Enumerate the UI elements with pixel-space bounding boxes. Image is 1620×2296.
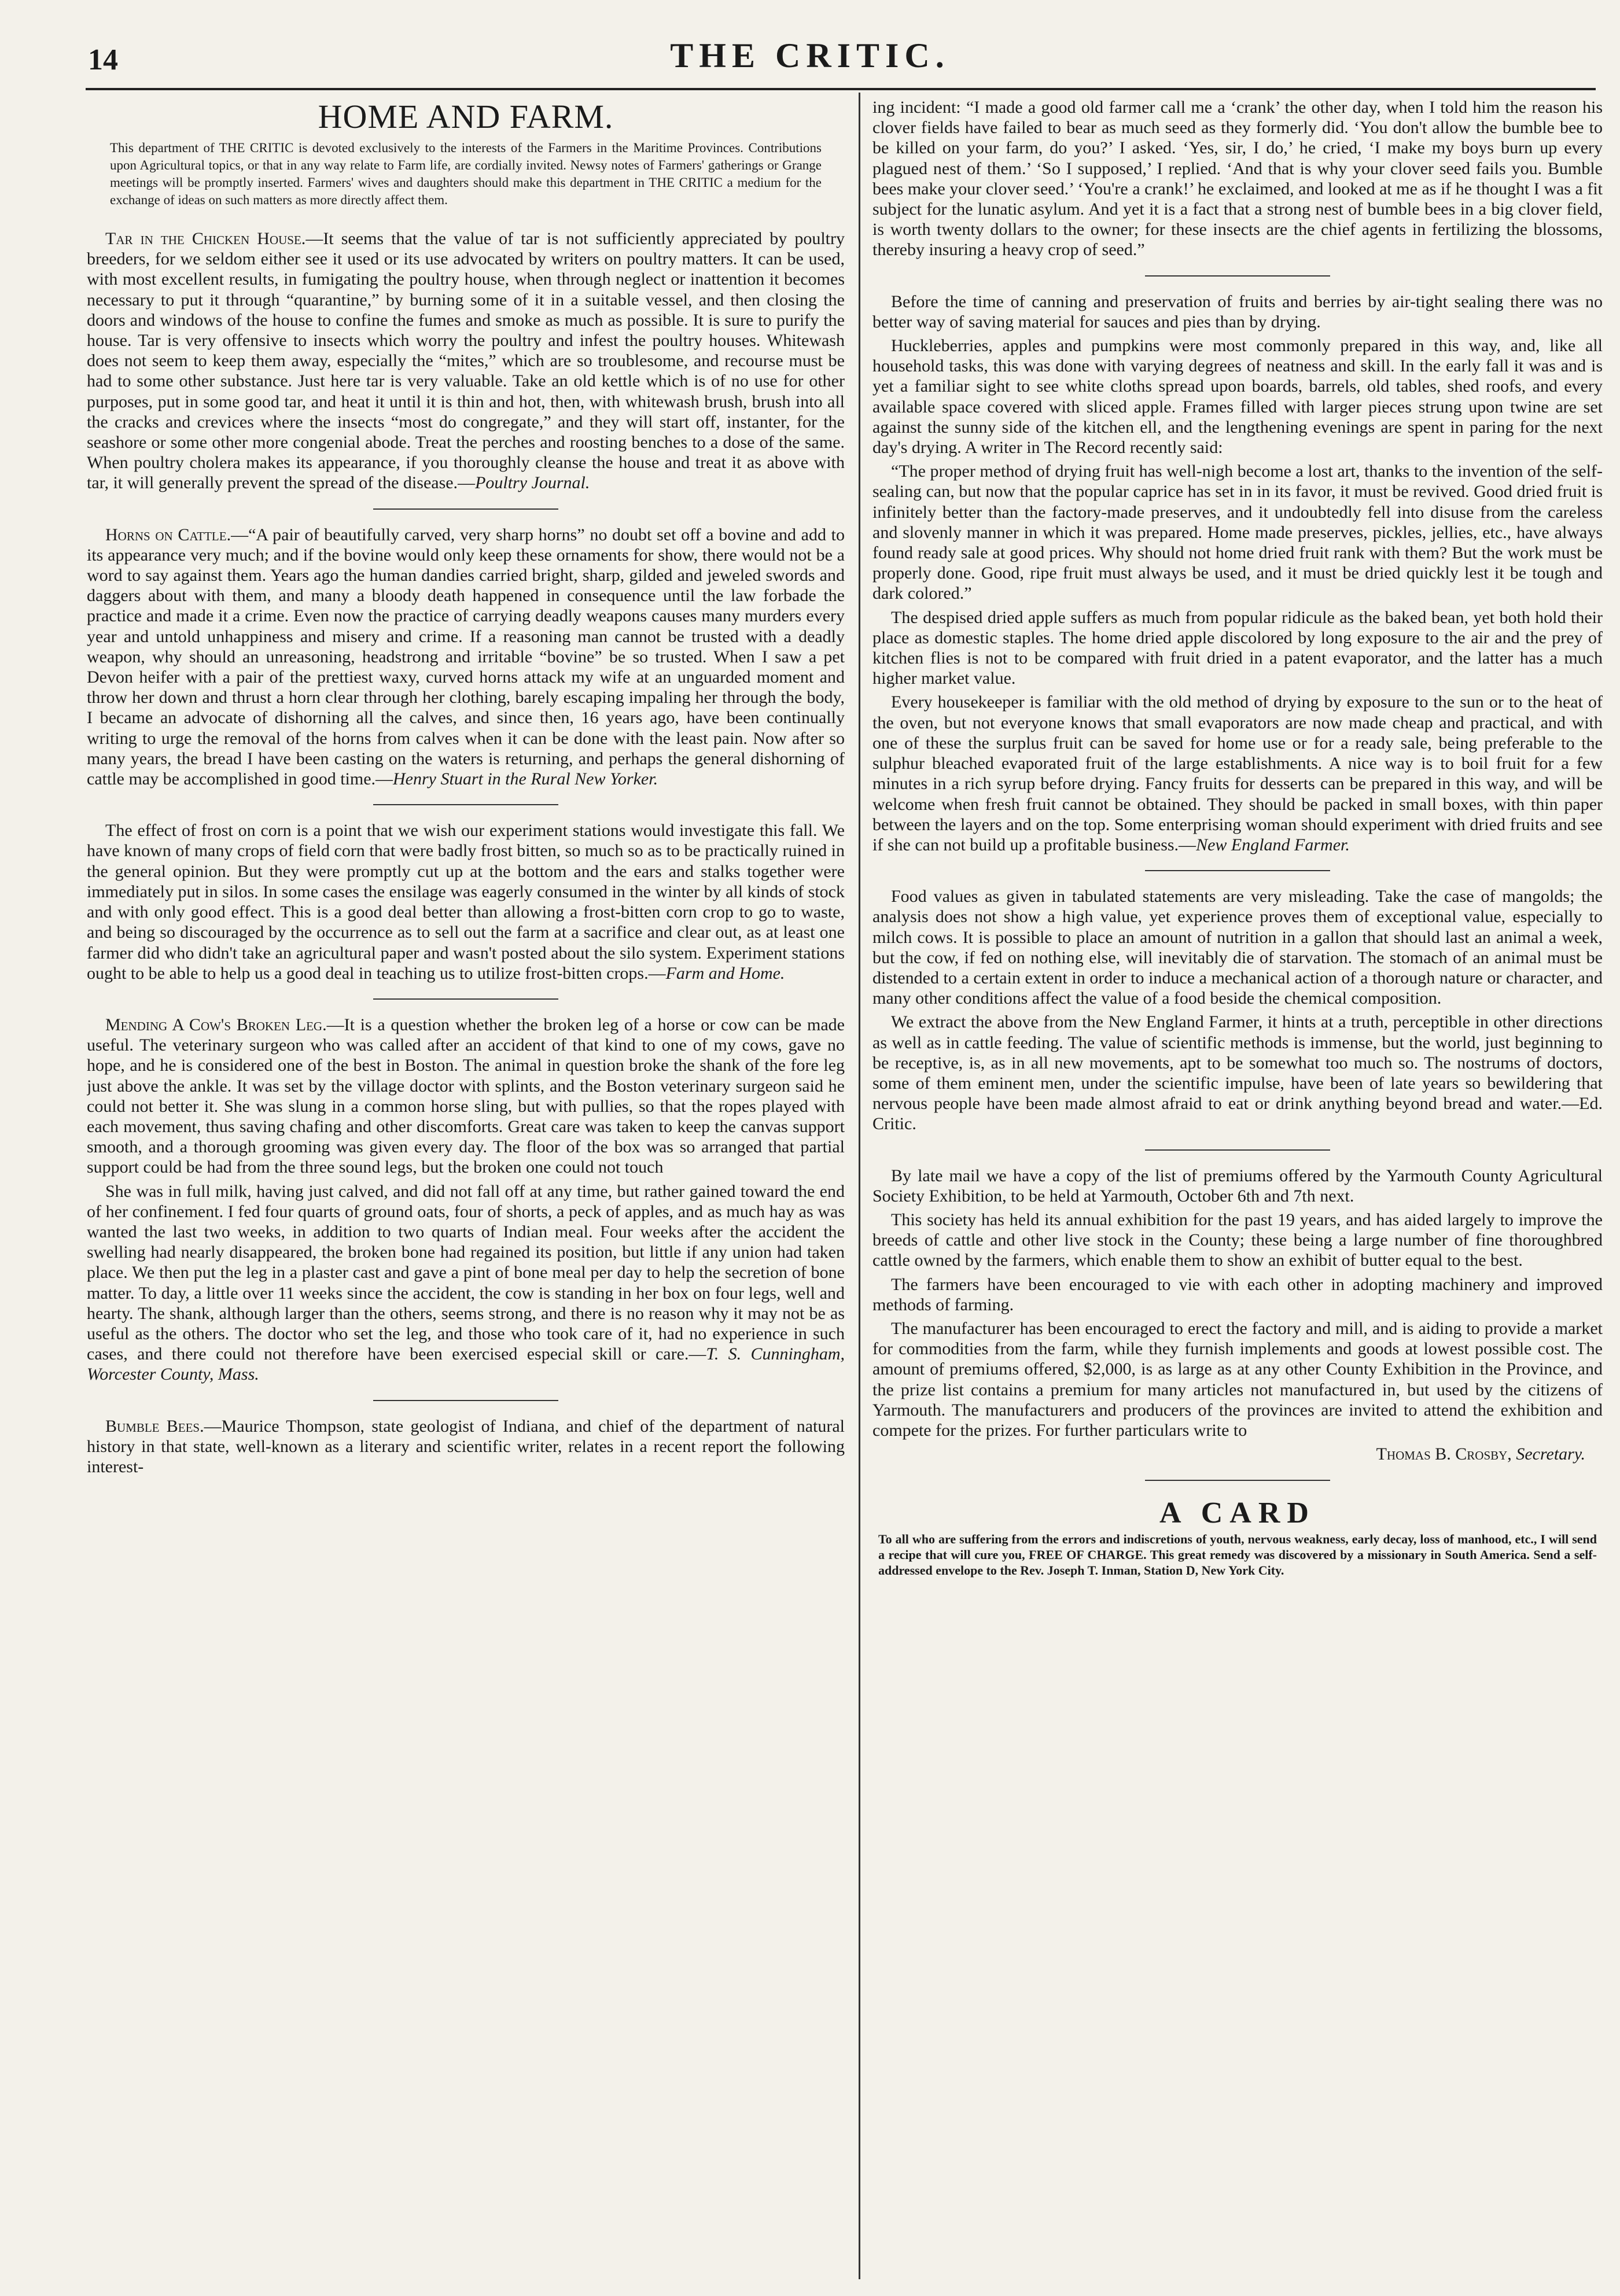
article-body: The effect of frost on corn is a point that we wish our experiment stations would investigate this fall. We have known of many crops of field corn that were badly frost bitten, so much so as to be practically ruined in the general opinion. But they were promptly cut up at the bottom and the ears and stalks together were immediately put in silos. In some cases the ensilage was eagerly consumed in the winter by all kinds of stock and with only good effect. This is a good deal better than allowing a frost-bitten corn crop to go to waste, and being so discouraged by the occurrence as to sell out the farm at a sacrifice and clear out, as at least one farmer did who didn't take an agricultural paper and wasn't posted about the silo system. Experiment stations ought to be able to help us a good deal in teaching us to utilize frost-bitten crops.—	[87, 821, 845, 983]
separator	[1145, 1149, 1330, 1151]
card-heading: A CARD	[1159, 1497, 1316, 1530]
article-premiums	[872, 1166, 1603, 1465]
paragraph: The manufacturer has been encouraged to erect the factory and mill, and is aiding to provide a market for commodities from the farm, while they furnish implements and goods at lowest possible cost. The amount of premiums offered, $2,000, is as large as at any other County Exhibition in the Province, and the prize list contains a premium for many articles not manufactured in, but used by the citizens of Yarmouth. The manufacturers and producers of the provinces are invited to attend the exhibition and compete for the prizes. For further particulars write to	[872, 1318, 1603, 1440]
article-food-values	[872, 886, 1603, 1134]
article-body: —It is a question whether the broken leg of a horse or cow can be made useful. The veterinary surgeon who was called after an accident of that kind to one of my cows, gave no hope, and he is considered one of the best in Boston. The animal in question broke the shank of the fore leg just above the ankle. It was set by the village doctor with splints, and the Boston veterinary surgeon said he could not better it. She was slung in a common horse sling, but with pullies, so that the ropes played with each movement, thus saving chafing and other discomforts. Great care was taken to keep the canvas support smooth, and a thorough grooming was given every day. The floor of the box was so arranged that partial support could be had from the three sound legs, but the broken one could not touch	[87, 1015, 845, 1177]
signature-name: Thomas B. Crosby,	[1376, 1444, 1512, 1464]
separator	[1145, 275, 1330, 277]
separator	[373, 804, 558, 805]
article-frost	[87, 820, 845, 983]
paragraph: Before the time of canning and preservation of fruits and berries by air-tight sealing there was no better way of saving material for sauces and pies than by drying.	[872, 292, 1603, 331]
article-body: —It seems that the value of tar is not sufficiently appreciated by poultry breeders, for we seldom either see it used or its use advocated by writers on poultry matters. It can be used, with most excellent results, in fumigating the poultry house, when through neglect or inattention it becomes necessary to put it through “quarantine,” by burning some of it in a suitable vessel, and then closing the doors and windows of the house to confine the fumes and smoke as much as possible. It is sure to purify the house. Tar is very offensive to insects which worry the poultry and infest the poultry houses. Whitewash does not seem to keep them away, especially the “mites,” which are so troublesome, and recourse must be had to some other substance. Just here tar is very valuable. Take an old kettle which is of no use for other purposes, put in some good tar, and heat it until it is thin and hot, then, with whitewash brush, brush into all the cracks and crevices where the insects “most do congregate,” and they will start off, instanter, for the seashore or some other more congenial abode. Treat the perches and roosting benches to a dose of the same. When poultry cholera makes its appearance, if you thoroughly cleanse the house and treat it as above with tar, it will generally prevent the spread of the disease.—	[87, 229, 845, 493]
separator	[373, 998, 558, 1000]
article-source: Henry Stuart in the Rural New Yorker.	[393, 769, 658, 789]
paragraph: Every housekeeper is familiar with the old method of drying by exposure to the sun or to the heat of the oven, but not everyone knows that small evaporators are now made cheap and practical, and with one of these the surplus fruit can be saved for home use or for a ready sale, being preferable to the sulphur bleached evaporated fruit of the large establishments. A nice way is to boil fruit for a few minutes in a rich syrup before drying. Fancy fruits for desserts can be prepared in this way, and will be welcome when fresh fruit cannot be obtained. They should be packed in small boxes, with thin paper between the layers and on the top. Some enterprising woman should experiment with dried fruits and see if she can not build up a profitable business.—	[872, 692, 1603, 854]
article-horns	[87, 525, 845, 790]
signature	[872, 1444, 1585, 1465]
paragraph: We extract the above from the New England Farmer, it hints at a truth, perceptible in other directions as well as in cattle feeding. The value of scientific methods is immense, but the world, just beginning to be receptive, is, as in all new movements, apt to be somewhat too much so. The nostrums of doctors, some of them eminent men, under the scientific impulse, have been of late years so bewildering that nervous people have been made almost afraid to eat or drink anything beyond bread and water.—Ed. Critic.	[872, 1012, 1603, 1134]
article-source: New England Farmer.	[1196, 835, 1350, 854]
article-body: ing incident: “I made a good old farmer call me a ‘crank’ the other day, when I told him the reason his clover fields have failed to bear as much seed as they formerly did. ‘You don't allow the bumble bee to be killed on your farm, do you?’ I asked. ‘Yes, sir, I do,’ he cried, ‘I make my boys burn up every plagued nest of them.’ ‘So I supposed,’ I replied. ‘And that is why your clover seed fails you. Bumble bees make your clover seed.’ ‘You're a crank!’ he exclaimed, and looked at me as if he thought I was a fit subject for the lunatic asylum. And yet it is a fact that a strong nest of bumble bees in a big clover field, is worth twenty dollars to the owner; for these insects are the chief agents in fertilizing the blossoms, thereby insuring a heavy crop of seed.”	[872, 98, 1603, 260]
paragraph: This society has held its annual exhibition for the past 19 years, and has aided largely to improve the breeds of cattle and other live stock in the County; these being a large number of fine thoroughbred cattle owned by the farmers, which enable them to show an exhibit of butter equal to the best.	[872, 1210, 1603, 1270]
paragraph: Food values as given in tabulated statements are very misleading. Take the case of mangolds; the analysis does not show a high value, yet experience proves them of exceptional value, especially to milch cows. It is possible to place an amount of nutrition in a gallon that should last an animal a week, but the cow, if fed on nothing else, will inevitably die of starvation. The stomach of an animal must be distended to a certain extent in order to induce a mechanical action of a thorough nature or character, and many other conditions affect the value of a food beside the chemical composition.	[872, 887, 1603, 1008]
article-mending	[87, 1015, 845, 1385]
article-body: —Maurice Thompson, state geologist of Indiana, and chief of the department of natural history in that state, well-known as a literary and scientific writer, relates in a recent report the following interest-	[87, 1416, 845, 1476]
article-source: Poultry Journal.	[475, 473, 590, 493]
page-number: 14	[88, 43, 118, 76]
article-lead: Tar in the Chicken House.	[105, 229, 306, 248]
article-tar	[87, 229, 845, 493]
separator	[1145, 1480, 1330, 1481]
separator	[373, 508, 558, 510]
article-source: Farm and Home.	[665, 963, 785, 983]
article-bumble-bees	[87, 1416, 845, 1477]
separator	[1145, 870, 1330, 871]
paragraph: The despised dried apple suffers as much from popular ridicule as the baked bean, yet both hold their place as domestic staples. The home dried apple discolored by long exposure to the air and the prey of kitchen flies is not to be compared with fruit dried in a patent evaporator, and the latter has a much higher market value.	[872, 607, 1603, 688]
quotation: “The proper method of drying fruit has well-nigh become a lost art, thanks to the invention of the self-sealing can, but now that the popular caprice has set in in its favor, it must be revived. Good dried fruit is infinitely better than the factory-made preserves, and it undoubtedly fell into disuse from the careless and slovenly manner in which it was prepared. Home made preserves, pickles, jellies, etc., have always found ready sale at good prices. Why should not home dried fruit rank with them? But the work must be properly done. Good, ripe fruit must always be used, and it must be dried quickly lest it be tough and dark colored.”	[872, 462, 1603, 603]
paragraph: Huckleberries, apples and pumpkins were most commonly prepared in this way, and, like all household tasks, this was done with varying degrees of neatness and skill. In the early fall it was and is yet a familiar sight to see white cloths spread upon boards, barrels, old tables, shed roofs, and every available space covered with sliced apple. Frames filled with larger pieces strung upon twine are set against the sunny side of the kitchen ell, and the lengthening evenings are spent in paring for the next day's drying. A writer in The Record recently said:	[872, 336, 1603, 458]
left-column	[87, 97, 845, 2272]
masthead: THE CRITIC.	[670, 36, 950, 75]
header-rule	[86, 88, 1596, 90]
article-body: She was in full milk, having just calved, and did not fall off at any time, but rather gained toward the end of her confinement. I fed four quarts of ground oats, four of shorts, a peck of apples, and as much hay as was wanted the last two weeks, in addition to two quarts of Indian meal. Four weeks after the accident the swelling had nearly disappeared, the broken bone had regained its position, but little if any union had taken place. We then put the leg in a plaster cast and gave a pint of bone meal per day to help the secretion of bone matter. To day, a little over 11 weeks since the accident, the cow is standing in her box on four legs, well and hearty. The shank, although larger than the others, seems strong, and there is no reason why it may not be as useful as the others. The doctor who set the leg, and those who took care of it, had no experience in such cases, and there could not therefore have been exercised especial skill or care.—	[87, 1181, 845, 1364]
article-drying-fruit	[872, 292, 1603, 855]
column-divider	[859, 93, 860, 2279]
department-note: This department of THE CRITIC is devoted exclusively to the interests of the Farmers in the Maritime Provinces. Contributions upon Agricultural topics, or that in any way relate to Farm life, are cordially invited. Newsy notes of Farmers' gatherings or Grange meetings will be promptly inserted. Farmers' wives and daughters should make this department in THE CRITIC a medium for the exchange of ideas on such matters as more directly affect them.	[110, 141, 822, 207]
article-bumble-bees-continued	[872, 97, 1603, 260]
article-lead: Mending A Cow's Broken Leg.	[105, 1015, 327, 1034]
article-source: T. S. Cunningham, Worcester County, Mass.	[87, 1344, 845, 1384]
section-heading: HOME AND FARM.	[318, 98, 614, 135]
separator	[373, 1400, 558, 1401]
card-advertisement: To all who are suffering from the errors and indiscretions of youth, nervous weakness, early decay, loss of manhood, etc., I will send a recipe that will cure you, FREE OF CHARGE. This great remedy was discovered by a missionary in South America. Send a self-addressed envelope to the Rev. Joseph T. Inman, Station D, New York City.	[878, 1532, 1597, 1578]
paragraph: The farmers have been encouraged to vie with each other in adopting machinery and improved methods of farming.	[872, 1274, 1603, 1314]
paragraph: By late mail we have a copy of the list of premiums offered by the Yarmouth County Agricultural Society Exhibition, to be held at Yarmouth, October 6th and 7th next.	[872, 1166, 1603, 1206]
article-body: —“A pair of beautifully carved, very sharp horns” no doubt set off a bovine and add to its appearance very much; and if the bovine would only keep these ornaments for show, there would not be a word to say against them. Years ago the human dandies carried bright, sharp, gilded and jeweled swords and daggers about with them, and many a bloody death happened in consequence until the law forbade the practice and made it a crime. Even now the practice of carrying deadly weapons causes many murders every year and untold unhappiness and misery and crime. If a reasoning man cannot be trusted with a deadly weapon, why should an unreasoning, headstrong and irritable “bovine” be so trusted. When I saw a pet Devon heifer with a pair of the prettiest waxy, curved horns attack my wife at an unguarded moment and throw her down and thrust a horn clear through her clothing, barely escaping impaling her through the body, I became an advocate of dishorning all the calves, and since then, 16 years ago, have been continually writing to urge the removal of the horns from calves when it can be done with the least pain. Now after so many years, the bread I have been casting on the waters is returning, and perhaps the general dishorning of cattle may be accomplished in good time.—	[87, 525, 845, 789]
right-column	[872, 97, 1603, 2272]
article-lead: Horns on Cattle.	[105, 525, 231, 544]
article-lead: Bumble Bees.	[105, 1416, 204, 1436]
signature-title: Secretary.	[1516, 1444, 1585, 1464]
